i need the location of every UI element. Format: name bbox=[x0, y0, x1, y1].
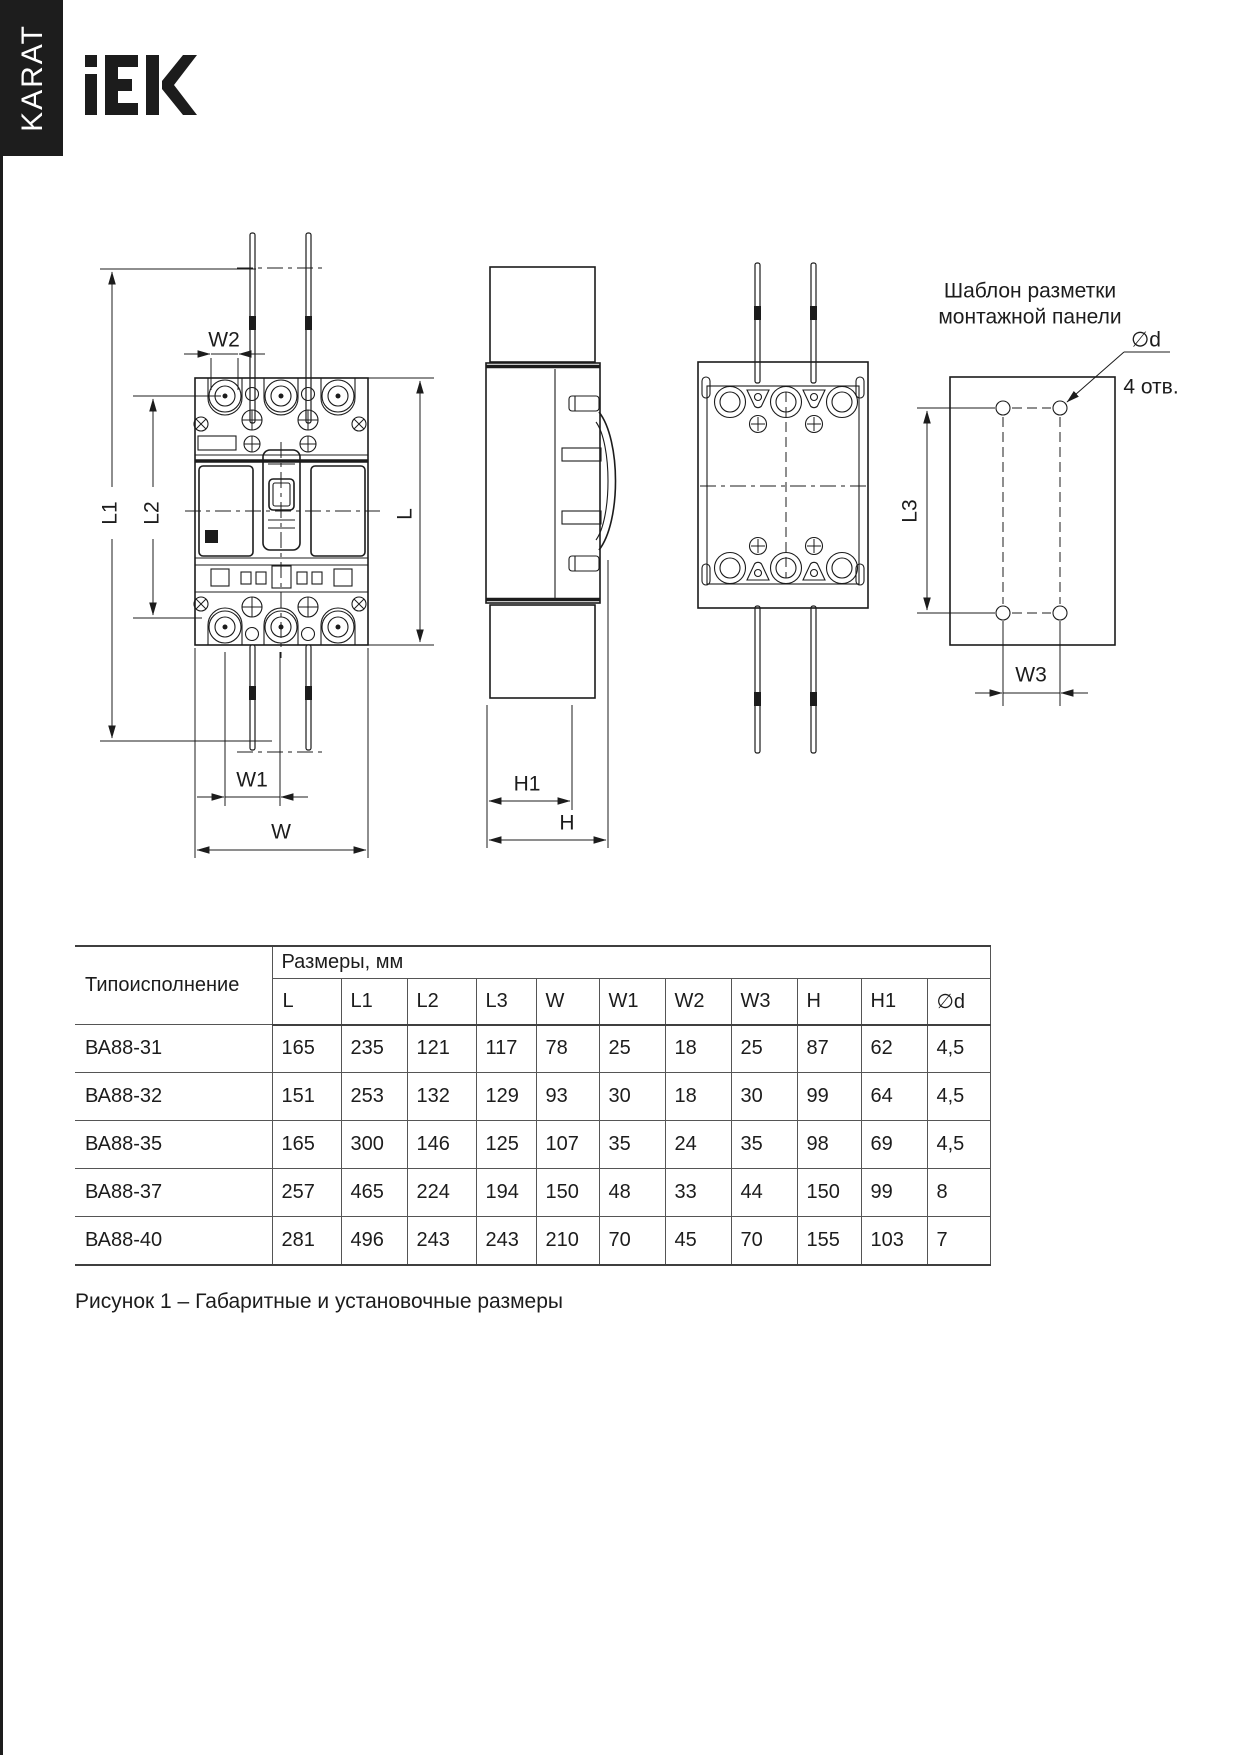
value-cell: 30 bbox=[731, 1073, 797, 1121]
column-group-header: Размеры, мм bbox=[272, 946, 990, 978]
value-cell: 93 bbox=[536, 1073, 599, 1121]
dim-label-w: W bbox=[271, 820, 291, 844]
value-cell: 243 bbox=[476, 1217, 536, 1265]
value-cell: 78 bbox=[536, 1025, 599, 1073]
dim-label-w2: W2 bbox=[208, 328, 240, 352]
column-header: L1 bbox=[341, 978, 407, 1025]
value-cell: 210 bbox=[536, 1217, 599, 1265]
column-header-type: Типоисполнение bbox=[75, 946, 272, 1025]
value-cell: 4,5 bbox=[927, 1073, 990, 1121]
value-cell: 35 bbox=[731, 1121, 797, 1169]
value-cell: 300 bbox=[341, 1121, 407, 1169]
table-row bbox=[75, 1169, 990, 1217]
value-cell: 151 bbox=[272, 1073, 341, 1121]
dim-label-l3: L3 bbox=[898, 499, 922, 523]
value-cell: 257 bbox=[272, 1169, 341, 1217]
dim-label-h1: H1 bbox=[513, 772, 541, 796]
value-cell: 281 bbox=[272, 1217, 341, 1265]
table-row bbox=[75, 1073, 990, 1121]
value-cell: 99 bbox=[861, 1169, 927, 1217]
value-cell: 25 bbox=[599, 1025, 665, 1073]
value-cell: 107 bbox=[536, 1121, 599, 1169]
holes-count-label: 4 отв. bbox=[1123, 375, 1179, 399]
type-cell: ВА88-32 bbox=[75, 1073, 272, 1121]
type-cell: ВА88-35 bbox=[75, 1121, 272, 1169]
value-cell: 33 bbox=[665, 1169, 731, 1217]
table-group-header-row bbox=[75, 946, 990, 978]
dimensions-table bbox=[75, 945, 991, 1266]
type-cell: ВА88-37 bbox=[75, 1169, 272, 1217]
column-header: L2 bbox=[407, 978, 476, 1025]
value-cell: 253 bbox=[341, 1073, 407, 1121]
value-cell: 165 bbox=[272, 1121, 341, 1169]
value-cell: 30 bbox=[599, 1073, 665, 1121]
value-cell: 64 bbox=[861, 1073, 927, 1121]
value-cell: 496 bbox=[341, 1217, 407, 1265]
value-cell: 117 bbox=[476, 1025, 536, 1073]
template-title-line1: Шаблон разметки bbox=[943, 279, 1117, 303]
value-cell: 224 bbox=[407, 1169, 476, 1217]
value-cell: 150 bbox=[536, 1169, 599, 1217]
value-cell: 121 bbox=[407, 1025, 476, 1073]
column-header: H1 bbox=[861, 978, 927, 1025]
template-title-line2: монтажной панели bbox=[938, 305, 1122, 329]
value-cell: 99 bbox=[797, 1073, 861, 1121]
column-header: W2 bbox=[665, 978, 731, 1025]
value-cell: 465 bbox=[341, 1169, 407, 1217]
value-cell: 8 bbox=[927, 1169, 990, 1217]
column-header: L3 bbox=[476, 978, 536, 1025]
dim-label-l2: L2 bbox=[140, 501, 164, 525]
value-cell: 62 bbox=[861, 1025, 927, 1073]
value-cell: 129 bbox=[476, 1073, 536, 1121]
front-view-dimensions bbox=[98, 269, 434, 858]
value-cell: 24 bbox=[665, 1121, 731, 1169]
karat-label: KARAT bbox=[16, 24, 50, 132]
dim-label-w3: W3 bbox=[1015, 663, 1047, 687]
value-cell: 98 bbox=[797, 1121, 861, 1169]
value-cell: 35 bbox=[599, 1121, 665, 1169]
column-header: ∅d bbox=[927, 978, 990, 1025]
column-header: L bbox=[272, 978, 341, 1025]
value-cell: 18 bbox=[665, 1073, 731, 1121]
value-cell: 194 bbox=[476, 1169, 536, 1217]
value-cell: 70 bbox=[731, 1217, 797, 1265]
table-row bbox=[75, 1121, 990, 1169]
value-cell: 125 bbox=[476, 1121, 536, 1169]
mounting-template bbox=[899, 280, 1179, 707]
table-row bbox=[75, 1025, 990, 1073]
value-cell: 132 bbox=[407, 1073, 476, 1121]
hole-diameter-label: ∅d bbox=[1131, 328, 1161, 352]
value-cell: 235 bbox=[341, 1025, 407, 1073]
column-header: W3 bbox=[731, 978, 797, 1025]
value-cell: 87 bbox=[797, 1025, 861, 1073]
dim-label-l: L bbox=[393, 508, 417, 520]
value-cell: 4,5 bbox=[927, 1025, 990, 1073]
column-header: W1 bbox=[599, 978, 665, 1025]
column-header: H bbox=[797, 978, 861, 1025]
value-cell: 4,5 bbox=[927, 1121, 990, 1169]
rear-view bbox=[698, 263, 868, 753]
value-cell: 146 bbox=[407, 1121, 476, 1169]
value-cell: 165 bbox=[272, 1025, 341, 1073]
dim-label-w1: W1 bbox=[236, 768, 268, 792]
column-header: W bbox=[536, 978, 599, 1025]
type-cell: ВА88-31 bbox=[75, 1025, 272, 1073]
front-view bbox=[185, 233, 380, 752]
value-cell: 243 bbox=[407, 1217, 476, 1265]
table-row bbox=[75, 1217, 990, 1265]
value-cell: 155 bbox=[797, 1217, 861, 1265]
figure-caption: Рисунок 1 – Габаритные и установочные размеры bbox=[75, 1290, 563, 1313]
value-cell: 103 bbox=[861, 1217, 927, 1265]
dim-label-l1: L1 bbox=[98, 501, 122, 525]
value-cell: 25 bbox=[731, 1025, 797, 1073]
value-cell: 45 bbox=[665, 1217, 731, 1265]
type-cell: ВА88-40 bbox=[75, 1217, 272, 1265]
value-cell: 150 bbox=[797, 1169, 861, 1217]
value-cell: 69 bbox=[861, 1121, 927, 1169]
dim-label-h: H bbox=[559, 811, 575, 835]
value-cell: 70 bbox=[599, 1217, 665, 1265]
value-cell: 44 bbox=[731, 1169, 797, 1217]
side-view bbox=[486, 267, 616, 698]
value-cell: 48 bbox=[599, 1169, 665, 1217]
value-cell: 7 bbox=[927, 1217, 990, 1265]
value-cell: 18 bbox=[665, 1025, 731, 1073]
